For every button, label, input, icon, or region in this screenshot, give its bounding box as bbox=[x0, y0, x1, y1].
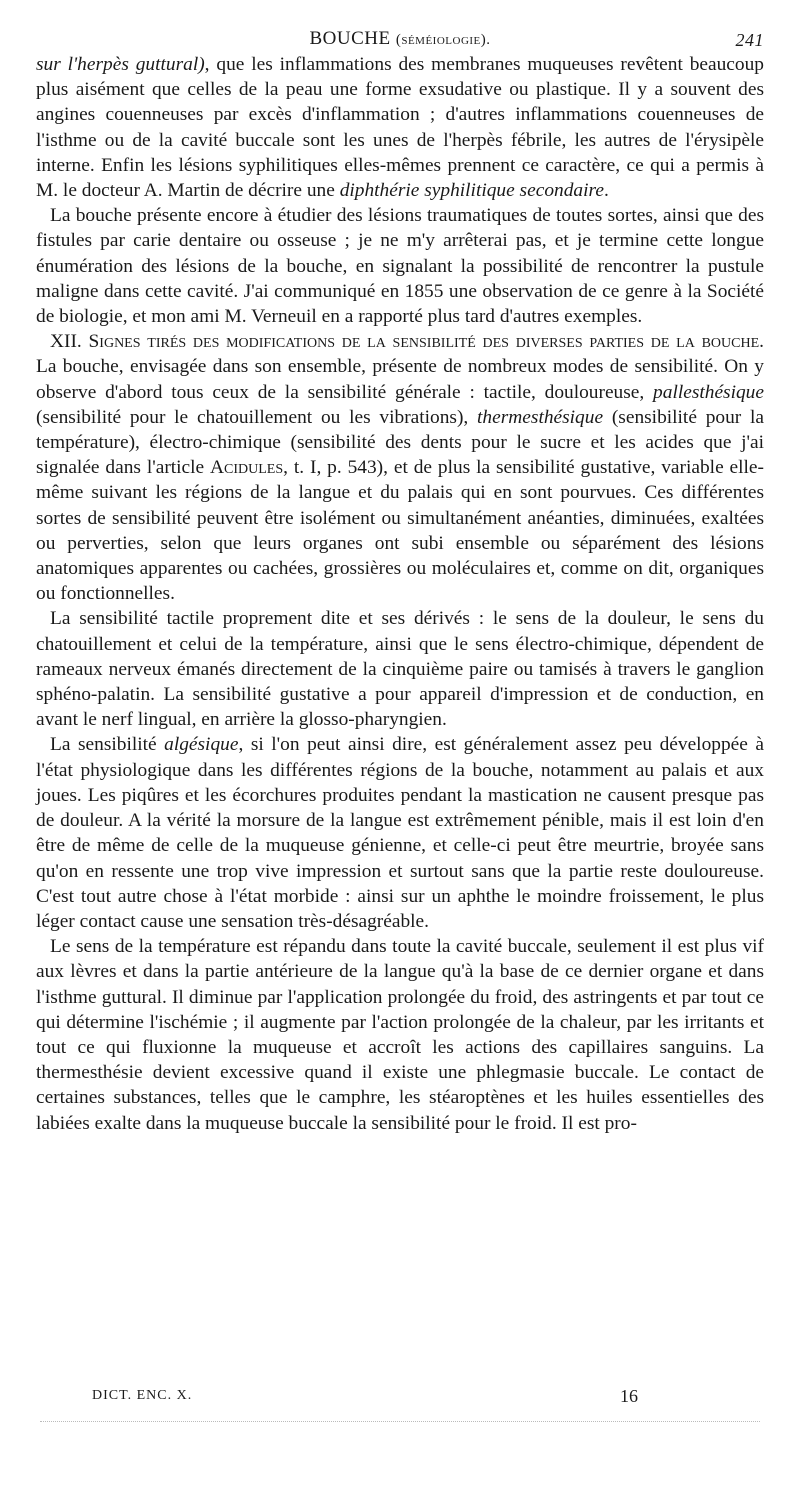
running-head bbox=[36, 28, 764, 50]
document-page bbox=[36, 22, 764, 1462]
text-run: XII. bbox=[50, 331, 89, 353]
text-run: sur l'herpès guttural) bbox=[36, 54, 205, 75]
printer-signature: DICT. ENC. X. bbox=[92, 1388, 193, 1403]
text-run: algésique bbox=[164, 734, 239, 756]
text-run: Acidules bbox=[210, 457, 284, 479]
paragraph-1 bbox=[36, 52, 764, 203]
running-head-subtitle: (séméiologie). bbox=[395, 32, 491, 48]
text-run: , que les inflammations des membranes muqueuses revêtent beaucoup plus aisément que celles de la peau une forme exsudative ou plastique. Il y a souvent des angines couenneuses par excès d'inflammation ; d'autres inflammations couenneuses de l'isthme ou de la cavité buccale sont les unes de l'herpès fébrile, les autres de l'érysipèle interne. Enfin les lésions syphilitiques elles-mêmes prennent ce caractère, ce qui a permis à M. le docteur A. Martin de décrire une bbox=[36, 54, 764, 202]
paragraph-6 bbox=[36, 934, 764, 1136]
text-run: La sensibilité tactile proprement dite et ses dérivés : le sens de la douleur, le sens du chatouillement et celui de la température, ainsi que le sens électro-chimique, dépendent de rameaux nerveux émanés directement de la cinquième paire ou tamisés à travers le ganglion sphéno-palatin. La sensibilité gustative a pour appareil d'impression et de conduction, en avant le nerf lingual, en arrière la glosso-pharyngien. bbox=[36, 608, 764, 731]
body-text bbox=[36, 52, 764, 1136]
text-run: Signes tirés des modifications de la sensibilité des diverses parties de la bouche. bbox=[88, 331, 764, 353]
text-run: , t. I, p. 543), et de plus la sensibilité gustative, variable elle-même suivant les régions de la langue et du palais qui en sont pourvues. Ces différentes sortes de sensibilité peuvent être isolément ou simultanément anéanties, diminuées, exaltées ou perverties, selon que leurs organes ont subi ensemble ou séparément des lésions anatomiques apparentes ou cachées, grossières ou moléculaires et, comme on dit, organiques ou fonctionnelles. bbox=[36, 457, 764, 605]
paragraph-3 bbox=[36, 329, 764, 606]
text-run: La sensibilité bbox=[50, 734, 165, 756]
text-run: thermesthésique bbox=[477, 406, 604, 428]
page-footer bbox=[36, 1378, 764, 1408]
sheet-number: 16 bbox=[620, 1386, 638, 1406]
text-run: (sensibilité pour le chatouillement ou les vibrations), bbox=[36, 406, 478, 428]
text-run: La bouche, envisagée dans son ensemble, présente de nombreux modes de sensibilité. On y observe d'abord tous ceux de la sensibilité générale : tactile, douloureuse, bbox=[36, 356, 764, 403]
text-run: . bbox=[603, 180, 609, 202]
bottom-dotted-rule bbox=[40, 1421, 760, 1422]
running-head-title: BOUCHE bbox=[309, 28, 391, 49]
paragraph-2 bbox=[36, 203, 764, 329]
page-header bbox=[36, 22, 764, 52]
text-run: La bouche présente encore à étudier des lésions traumatiques de toutes sortes, ainsi que des fistules par carie dentaire ou osseuse ; je ne m'y arrêterai pas, et je termine cette longue énumération des lésions de la bouche, en signalant la possibilité de rencontrer la pustule maligne dans cette cavité. J'ai communiqué en 1855 une observation de ce genre à la Société de biologie, et mon ami M. Verneuil en a rapporté plus tard d'autres exemples. bbox=[36, 205, 764, 328]
text-run: diphthérie syphilitique secondaire bbox=[339, 180, 604, 202]
text-run: pallesthésique bbox=[653, 381, 764, 403]
page-number: 241 bbox=[735, 30, 764, 50]
text-run: (sensibilité pour la température), électro-chimique (sensibilité des dents pour le sucre et les acides que j'ai signalée dans l'article bbox=[36, 406, 765, 479]
text-run: , si l'on peut ainsi dire, est généralement assez peu développée à l'état physiologique dans les différentes régions de la bouche, notamment au palais et aux joues. Les piqûres et les écorchures produites pendant la mastication ne causent presque pas de douleur. A la vérité la morsure de la langue est extrêmement pénible, mais il est loin d'en être de même de celle de la muqueuse génienne, et celle-ci peut être meurtrie, broyée sans qu'on en ressente une trop vive impression et surtout sans que la partie reste douloureuse. C'est tout autre chose à l'état morbide : ainsi sur un aphthe le moindre froissement, le plus léger contact cause une sensation très-désagréable. bbox=[36, 734, 764, 932]
text-run: Le sens de la température est répandu dans toute la cavité buccale, seulement il est plus vif aux lèvres et dans la partie antérieure de la langue qu'à la base de ce dernier organe et dans l'isthme guttural. Il diminue par l'application prolongée du froid, des astringents et par tout ce qui détermine l'ischémie ; il augmente par l'action prolongée de la chaleur, par les irritants et tout ce qui fluxionne la muqueuse et accroît les actions des capillaires sanguins. La thermesthésie devient excessive quand il existe une phlegmasie buccale. Le contact de certaines substances, telles que le camphre, les stéaroptènes et les huiles essentielles des labiées exalte dans la muqueuse buccale la sensibilité pour le froid. Il est pro- bbox=[36, 936, 764, 1134]
paragraph-5 bbox=[36, 732, 764, 934]
paragraph-4 bbox=[36, 606, 764, 732]
